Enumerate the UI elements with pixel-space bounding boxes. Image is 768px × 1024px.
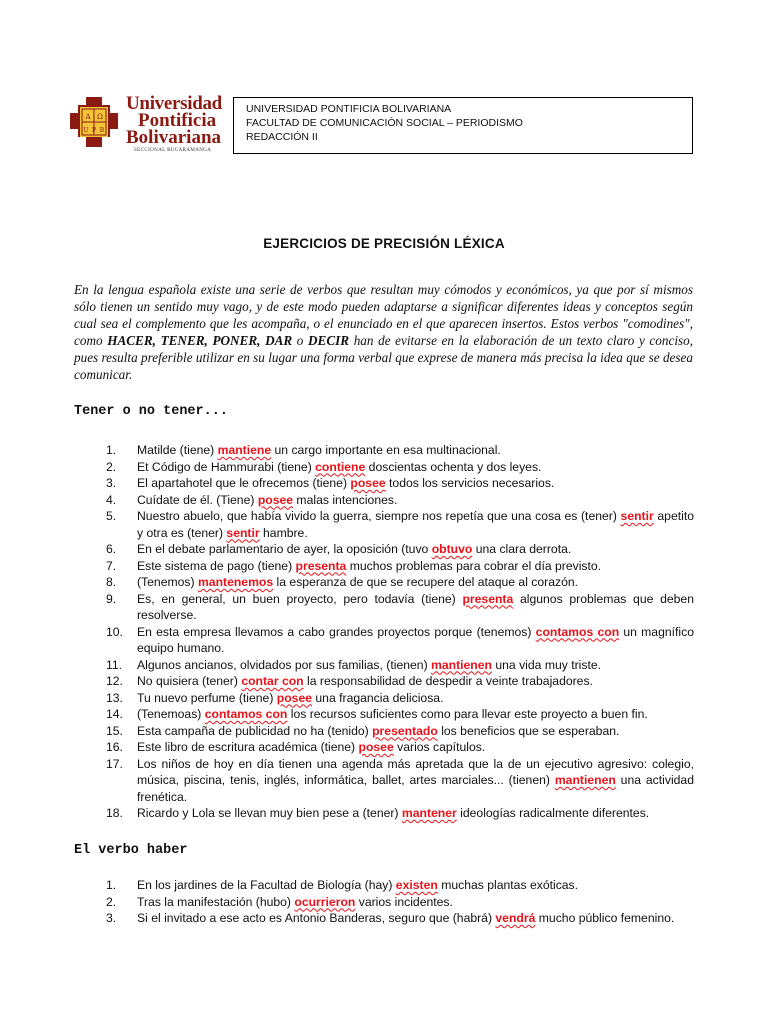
exercise-text: Ricardo y Lola se llevan muy bien pese a (tener) <box>137 806 402 820</box>
exercise-answer: mantener <box>401 806 457 820</box>
exercise-number: 4. <box>106 492 117 507</box>
logo-line-4: SECCIONAL BUCARAMANGA <box>134 148 212 153</box>
exercise-item <box>106 805 694 822</box>
exercise-answer: posee <box>257 492 294 507</box>
seal-letter: P <box>91 127 97 134</box>
exercise-number: 8. <box>106 575 117 589</box>
university-seal-icon <box>70 97 118 147</box>
exercise-text: Tu nuevo perfume (tiene) <box>137 690 277 705</box>
exercise-item <box>106 910 694 927</box>
exercise-number: 2. <box>106 894 117 909</box>
exercise-item <box>106 624 694 657</box>
exercise-text: muchos problemas para cobrar el día previsto. <box>346 558 602 573</box>
exercise-list-tener <box>106 442 694 822</box>
exercise-text: una vida muy triste. <box>491 657 602 672</box>
exercise-answer: sentir <box>226 525 260 540</box>
exercise-answer: contiene <box>315 459 366 474</box>
logo-line-1: Universidad <box>126 93 222 114</box>
exercise-item <box>106 442 694 459</box>
exercise-text: En los jardines de la Facultad de Biología (hay) <box>137 878 396 892</box>
exercise-number: 3. <box>106 476 117 490</box>
exercise-number: 13. <box>106 690 123 705</box>
exercise-text: los recursos suficientes como para llevar este proyecto a buen fin. <box>287 707 648 721</box>
exercise-text: una fragancia deliciosa. <box>312 690 444 705</box>
exercise-item <box>106 657 694 674</box>
exercise-answer: mantienen <box>554 773 616 787</box>
logo-line-3: Bolivariana <box>126 127 222 148</box>
exercise-text: Es, en general, un buen proyecto, pero todavía (tiene) <box>137 591 463 606</box>
exercise-item <box>106 739 694 756</box>
exercise-text: doscientas ochenta y dos leyes. <box>365 459 542 474</box>
intro-verbs: HACER, TENER, PONER, DAR <box>107 333 293 349</box>
university-logo <box>70 93 230 155</box>
exercise-answer: presenta <box>462 591 514 606</box>
section-title-haber: El verbo haber <box>74 843 188 858</box>
exercise-item <box>106 673 694 690</box>
exercise-text: una actividad frenética. <box>137 773 694 804</box>
exercise-number: 3. <box>106 911 117 925</box>
page-title: EJERCICIOS DE PRECISIÓN LÉXICA <box>263 236 505 251</box>
exercise-item <box>106 508 694 541</box>
exercise-text: Este sistema de pago (tiene) <box>137 558 296 573</box>
exercise-item <box>106 459 694 476</box>
exercise-text: No quisiera (tener) <box>137 674 242 688</box>
exercise-number: 9. <box>106 591 117 606</box>
exercise-text: Nuestro abuelo, que había vivido la guerra, siempre nos repetía que una cosa es (tener) <box>137 509 621 523</box>
intro-text: En la lengua española existe una serie de verbos que resultan muy cómodos y económicos, ya que por sí mismos sólo tienen un sentido muy vago, y de este modo pueden adaptarse a significar diferentes ideas y conceptos según cual sea el complemento que les acompaña, o el enunciado en el que aparecen insertos. Estos verbos "comodines", como <box>74 282 693 349</box>
exercise-answer: ocurrieron <box>294 894 356 909</box>
document-header-box <box>233 97 693 154</box>
exercise-item <box>106 492 694 509</box>
exercise-item <box>106 723 694 740</box>
exercise-number: 15. <box>106 723 123 738</box>
exercise-text: (Tenemoas) <box>137 707 205 721</box>
exercise-answer: contamos con <box>204 707 288 721</box>
exercise-text: Esta campaña de publicidad no ha (tenido) <box>137 723 373 738</box>
exercise-answer: mantenemos <box>197 575 274 589</box>
exercise-text: Cuídate de él. (Tiene) <box>137 492 258 507</box>
exercise-number: 1. <box>106 443 117 457</box>
exercise-text: mucho público femenino. <box>535 911 675 925</box>
exercise-text: Este libro de escritura académica (tiene) <box>137 740 359 754</box>
exercise-text: una clara derrota. <box>472 542 572 556</box>
seal-letter: U <box>83 127 89 134</box>
exercise-number: 12. <box>106 674 123 688</box>
intro-text: han de evitarse en la elaboración de un texto claro y conciso, pues resulta preferible utilizar en su lugar una forma verbal que exprese de manera más precisa la idea que se desea comunicar. <box>74 333 694 383</box>
exercise-item <box>106 591 694 624</box>
exercise-item <box>106 877 694 894</box>
exercise-number: 10. <box>106 624 123 639</box>
exercise-text: los beneficios que se esperaban. <box>437 723 620 738</box>
exercise-item <box>106 558 694 575</box>
exercise-text: En el debate parlamentario de ayer, la oposición (tuvo <box>137 542 432 556</box>
exercise-list-haber <box>106 877 694 927</box>
exercise-answer: mantiene <box>217 443 272 457</box>
exercise-answer: posee <box>350 476 386 490</box>
section-title-tener: Tener o no tener... <box>74 404 228 419</box>
exercise-text: Los niños de hoy en día tienen una agenda más apretada que la de un ejecutivo agresivo: colegio, música, piscina, tenis, inglés, informática, ballet, artes marciales... (tienen) <box>137 756 694 787</box>
exercise-text: varios capítulos. <box>393 740 486 754</box>
exercise-number: 6. <box>106 542 117 556</box>
exercise-item <box>106 756 694 806</box>
exercise-text: varios incidentes. <box>355 894 453 909</box>
exercise-answer: contamos con <box>535 624 620 639</box>
intro-paragraph <box>74 281 693 383</box>
exercise-number: 2. <box>106 459 117 474</box>
exercise-answer: sentir <box>620 509 654 523</box>
exercise-number: 14. <box>106 707 123 721</box>
exercise-item <box>106 706 694 723</box>
exercise-text: (Tenemos) <box>137 575 198 589</box>
exercise-number: 5. <box>106 509 117 523</box>
header-university: UNIVERSIDAD PONTIFICIA BOLIVARIANA <box>246 103 452 115</box>
exercise-text: malas intenciones. <box>293 492 398 507</box>
logo-line-2: Pontificia <box>138 110 217 131</box>
exercise-text: muchas plantas exóticas. <box>437 878 579 892</box>
exercise-answer: presenta <box>295 558 347 573</box>
exercise-text: la esperanza de que se recupere del ataque al corazón. <box>273 575 579 589</box>
exercise-text: El apartahotel que le ofrecemos (tiene) <box>137 476 351 490</box>
exercise-number: 11. <box>106 657 123 672</box>
exercise-number: 17. <box>106 756 123 771</box>
exercise-answer: mantienen <box>431 657 492 672</box>
header-course: REDACCIÓN II <box>246 131 318 143</box>
exercise-text: Matilde (tiene) <box>137 443 218 457</box>
exercise-answer: existen <box>395 878 438 892</box>
seal-letter: A <box>85 113 91 121</box>
exercise-text: la responsabilidad de despedir a veinte trabajadores. <box>303 674 593 688</box>
exercise-text: Et Código de Hammurabi (tiene) <box>137 459 316 474</box>
exercise-text: un magnífico equipo humano. <box>137 624 694 655</box>
seal-letter: B <box>99 127 105 134</box>
exercise-text: apetito y otra es (tener) <box>137 509 694 540</box>
exercise-item <box>106 690 694 707</box>
exercise-item <box>106 574 694 591</box>
seal-letter: Ω <box>97 113 103 121</box>
exercise-text: En esta empresa llevamos a cabo grandes proyectos porque (tenemos) <box>137 624 536 639</box>
exercise-item <box>106 475 694 492</box>
exercise-answer: posee <box>358 740 394 754</box>
exercise-number: 1. <box>106 878 117 892</box>
exercise-text: Tras la manifestación (hubo) <box>137 894 295 909</box>
exercise-text: algunos problemas que deben resolverse. <box>137 591 694 622</box>
exercise-text: ideologías radicalmente diferentes. <box>456 806 650 820</box>
exercise-answer: contar con <box>241 674 304 688</box>
exercise-text: todos los servicios necesarios. <box>385 476 555 490</box>
exercise-answer: vendrá <box>495 911 536 925</box>
exercise-text: un cargo importante en esa multinacional. <box>271 443 501 457</box>
intro-verb-decir: DECIR <box>308 333 350 349</box>
exercise-number: 18. <box>106 806 123 820</box>
intro-text: o <box>292 333 309 349</box>
exercise-text: hambre. <box>259 525 308 540</box>
exercise-answer: obtuvo <box>431 542 473 556</box>
exercise-answer: presentado <box>372 723 438 738</box>
exercise-text: Algunos ancianos, olvidados por sus familias, (tienen) <box>137 657 432 672</box>
exercise-text: Si el invitado a ese acto es Antonio Banderas, seguro que (habrá) <box>137 911 496 925</box>
exercise-number: 16. <box>106 740 123 754</box>
header-faculty: FACULTAD DE COMUNICACIÓN SOCIAL – PERIODISMO <box>246 117 523 129</box>
exercise-answer: posee <box>276 690 313 705</box>
exercise-item <box>106 541 694 558</box>
exercise-item <box>106 894 694 911</box>
exercise-number: 7. <box>106 558 117 573</box>
